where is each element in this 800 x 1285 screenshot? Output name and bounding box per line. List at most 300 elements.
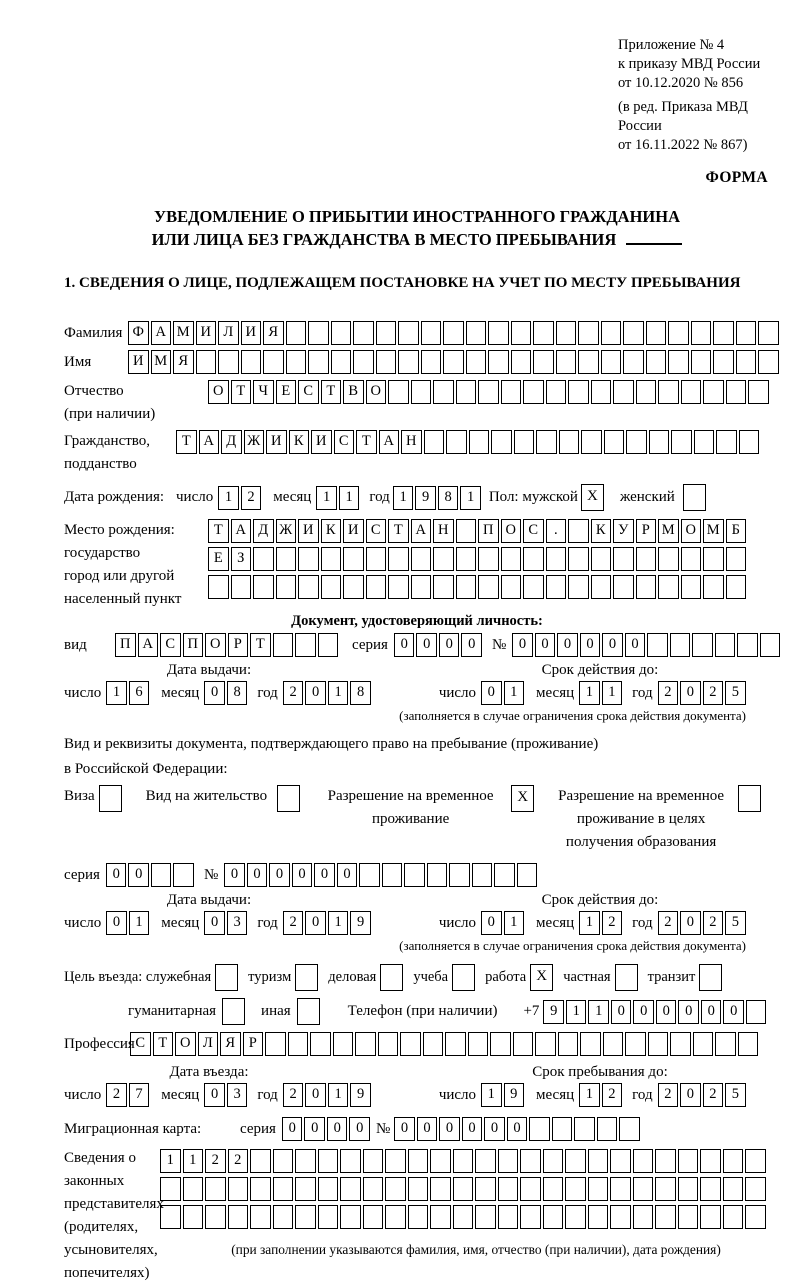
form-cell <box>308 321 329 345</box>
form-cell <box>536 430 557 454</box>
form-cell: Т <box>231 380 252 404</box>
form-cell: 0 <box>305 911 326 935</box>
form-cell <box>453 1205 474 1229</box>
stay-month-cells <box>579 1083 624 1107</box>
form-cell <box>715 633 736 657</box>
form-cell <box>331 321 352 345</box>
form-cell: Ф <box>128 321 149 345</box>
form-cell: 1 <box>602 681 623 705</box>
form-cell <box>745 1177 766 1201</box>
sex-male-checkbox <box>581 484 606 511</box>
form-cell <box>456 575 477 599</box>
form-cell <box>658 575 679 599</box>
form-cell <box>183 1177 204 1201</box>
visit-purpose-label: Цель въезда: служебная <box>64 969 212 985</box>
form-cell <box>736 321 757 345</box>
other-label: иная <box>261 1003 291 1019</box>
temp-permit-label-line2: проживание <box>371 811 450 827</box>
form-cell <box>514 430 535 454</box>
form-cell: 1 <box>328 1083 349 1107</box>
form-cell: 0 <box>462 1117 483 1141</box>
form-cell <box>276 575 297 599</box>
day-label: число <box>438 914 477 931</box>
form-cell <box>449 863 470 887</box>
residence-doc-label2: в Российской Федерации: <box>64 761 228 777</box>
form-cell <box>591 547 612 571</box>
form-cell: В <box>343 380 364 404</box>
form-cell: Л <box>218 321 239 345</box>
form-cell <box>385 1205 406 1229</box>
doc-issue-day-cells <box>106 681 151 705</box>
form-cell <box>520 1149 541 1173</box>
form-cell <box>543 1177 564 1201</box>
form-cell <box>398 350 419 374</box>
doc-dates-header <box>64 662 770 679</box>
form-cell <box>670 1032 691 1056</box>
form-cell <box>703 575 724 599</box>
form-cell: 2 <box>241 486 262 510</box>
form-cell <box>513 1032 534 1056</box>
citizenship-label2: подданство <box>64 456 137 472</box>
form-cell <box>713 350 734 374</box>
form-cell <box>703 380 724 404</box>
form-cell <box>646 350 667 374</box>
sex-male-label: Пол: мужской <box>488 489 578 505</box>
form-cell: 0 <box>204 911 225 935</box>
form-cell: 2 <box>283 1083 304 1107</box>
form-cell: С <box>523 519 544 543</box>
form-cell <box>610 1205 631 1229</box>
form-cell: Т <box>356 430 377 454</box>
form-cell: И <box>241 321 262 345</box>
form-cell <box>366 575 387 599</box>
form-cell: 0 <box>723 1000 744 1024</box>
form-cell: 2 <box>602 911 623 935</box>
form-cell: 0 <box>680 911 701 935</box>
form-cell <box>385 1149 406 1173</box>
form-cell <box>543 1205 564 1229</box>
form-cell <box>700 1205 721 1229</box>
doc-number-cells <box>512 633 782 657</box>
res-validity-note: (заполняется в случае ограничения срока действия документа) <box>399 938 746 953</box>
appendix-line5: от 16.11.2022 № 867) <box>618 137 748 153</box>
doc-kind-row <box>64 633 770 657</box>
name-label: Имя <box>64 353 92 370</box>
form-cell <box>310 1032 331 1056</box>
res-issue-month-cells <box>204 911 249 935</box>
form-cell <box>295 1205 316 1229</box>
form-cell <box>411 575 432 599</box>
day-label: число <box>438 1086 477 1103</box>
phone-prefix: +7 <box>523 1003 540 1019</box>
edu-permit-label-line1: Разрешение на временное <box>558 788 725 804</box>
form-cell <box>678 1205 699 1229</box>
form-cell: 8 <box>227 681 248 705</box>
form-cell: О <box>175 1032 196 1056</box>
form-cell <box>633 1149 654 1173</box>
year-label: год <box>257 684 278 701</box>
form-cell: 2 <box>658 681 679 705</box>
form-cell: О <box>205 633 226 657</box>
form-cell: С <box>130 1032 151 1056</box>
form-cell: 5 <box>725 681 746 705</box>
form-cell <box>286 321 307 345</box>
form-cell: Д <box>253 519 274 543</box>
form-cell: 0 <box>461 633 482 657</box>
doc-number-label: № <box>491 636 507 653</box>
profession-label: Профессия <box>64 1035 135 1052</box>
form-cell <box>446 430 467 454</box>
form-cell <box>250 1149 271 1173</box>
form-cell: И <box>196 321 217 345</box>
doc-dates-row <box>64 681 770 705</box>
profession-cells <box>130 1032 760 1056</box>
form-cell <box>295 964 318 991</box>
form-cell <box>615 964 638 991</box>
form-cell <box>601 321 622 345</box>
form-cell <box>723 1205 744 1229</box>
appendix-block <box>618 36 770 155</box>
res-dates-header <box>64 892 770 909</box>
form-cell <box>633 1177 654 1201</box>
month-label: месяц <box>161 684 200 701</box>
representatives-label-line4: (родителях, <box>64 1219 139 1235</box>
form-cell <box>699 964 722 991</box>
form-cell <box>678 1149 699 1173</box>
name-cells <box>128 350 781 374</box>
form-cell: 0 <box>481 911 502 935</box>
doc-series-label: серия <box>352 636 388 653</box>
form-cell <box>523 547 544 571</box>
form-cell: Ж <box>244 430 265 454</box>
form-cell: О <box>681 519 702 543</box>
month-label: месяц <box>161 914 200 931</box>
form-cell <box>636 575 657 599</box>
doc-issue-month-cells <box>204 681 249 705</box>
form-cell: 1 <box>328 681 349 705</box>
form-cell: 1 <box>316 486 337 510</box>
form-cell <box>427 863 448 887</box>
form-cell: 3 <box>227 1083 248 1107</box>
form-cell: 1 <box>183 1149 204 1173</box>
form-cell <box>668 321 689 345</box>
form-cell <box>691 350 712 374</box>
form-cell <box>610 1149 631 1173</box>
form-cell: 2 <box>106 1083 127 1107</box>
city-label1: город или другой <box>64 568 175 584</box>
form-cell <box>445 1032 466 1056</box>
form-cell <box>478 575 499 599</box>
form-cell <box>408 1149 429 1173</box>
form-cell <box>574 1117 595 1141</box>
form-cell: 2 <box>205 1149 226 1173</box>
appendix-line3: от 10.12.2020 № 856 <box>618 75 744 91</box>
form-cell <box>411 547 432 571</box>
form-cell <box>363 1149 384 1173</box>
form-cell <box>523 575 544 599</box>
form-cell <box>546 547 567 571</box>
form-cell <box>498 1177 519 1201</box>
form-cell <box>222 998 245 1025</box>
form-cell <box>501 380 522 404</box>
form-cell <box>568 380 589 404</box>
form-cell <box>723 1177 744 1201</box>
form-cell: 0 <box>106 911 127 935</box>
form-cell: К <box>289 430 310 454</box>
birth-place-cellrows <box>208 519 748 603</box>
form-cell: О <box>501 519 522 543</box>
form-cell <box>745 1205 766 1229</box>
form-cell <box>511 350 532 374</box>
form-cell: 1 <box>160 1149 181 1173</box>
doc-issue-date-label: Дата выдачи: <box>166 662 252 678</box>
form-cell: 8 <box>438 486 459 510</box>
form-cell <box>591 380 612 404</box>
form-cell <box>610 1177 631 1201</box>
form-cell: 0 <box>292 863 313 887</box>
doc-valid-until-label: Срок действия до: <box>541 662 659 678</box>
form-cell <box>363 1177 384 1201</box>
day-label: число <box>64 684 102 701</box>
form-cell <box>321 575 342 599</box>
year-label: год <box>632 1086 653 1103</box>
form-cell: П <box>478 519 499 543</box>
form-cell <box>466 350 487 374</box>
form-cell <box>726 547 747 571</box>
purpose-work-checkbox <box>530 964 555 991</box>
res-series-cells <box>106 863 196 887</box>
form-cell: 0 <box>204 681 225 705</box>
form-cell: А <box>199 430 220 454</box>
doc-issue-year-cells <box>283 681 373 705</box>
form-cell <box>578 321 599 345</box>
form-cell: Н <box>401 430 422 454</box>
edu-permit-label-line2: проживание в целях <box>576 811 706 827</box>
entry-date-label: Дата въезда: <box>169 1064 249 1080</box>
form-cell <box>376 321 397 345</box>
form-cell: А <box>379 430 400 454</box>
form-cell <box>433 380 454 404</box>
form-cell <box>565 1205 586 1229</box>
form-cell <box>758 321 779 345</box>
form-cell: 5 <box>725 1083 746 1107</box>
form-cell: 1 <box>504 911 525 935</box>
month-label: месяц <box>536 914 575 931</box>
form-cell <box>668 350 689 374</box>
birth-place-cells-row1 <box>208 519 748 543</box>
form-cell: 9 <box>543 1000 564 1024</box>
form-cell <box>658 547 679 571</box>
form-cell <box>288 1032 309 1056</box>
day-label: число <box>64 914 102 931</box>
form-cell: С <box>160 633 181 657</box>
form-cell: 0 <box>305 681 326 705</box>
form-cell: С <box>298 380 319 404</box>
month-label: месяц <box>536 1086 575 1103</box>
form-cell <box>411 380 432 404</box>
form-cell <box>581 430 602 454</box>
permits-row <box>64 785 770 854</box>
form-cell <box>671 430 692 454</box>
form-cell <box>343 575 364 599</box>
month-label: месяц <box>273 489 312 505</box>
form-cell: 8 <box>350 681 371 705</box>
form-cell <box>678 1177 699 1201</box>
form-cell: 1 <box>481 1083 502 1107</box>
visit-purpose-row <box>64 964 770 991</box>
form-cell: С <box>334 430 355 454</box>
form-cell <box>433 547 454 571</box>
doc-kind-cells <box>115 633 340 657</box>
form-cell: 0 <box>507 1117 528 1141</box>
form-cell <box>469 430 490 454</box>
birth-place-block <box>64 519 770 611</box>
form-cell: X <box>581 484 604 511</box>
form-cell: 0 <box>337 863 358 887</box>
form-cell <box>298 575 319 599</box>
form-cell: 3 <box>227 911 248 935</box>
form-cell: А <box>151 321 172 345</box>
form-cell: И <box>266 430 287 454</box>
form-cell <box>478 380 499 404</box>
form-cell <box>625 1032 646 1056</box>
migration-card-label: Миграционная карта: <box>64 1120 202 1137</box>
form-cell <box>535 1032 556 1056</box>
form-cell: К <box>591 519 612 543</box>
form-cell <box>380 964 403 991</box>
form-cell: И <box>343 519 364 543</box>
form-cell: 2 <box>228 1149 249 1173</box>
phone-label: Телефон (при наличии) <box>347 1003 498 1019</box>
form-cell <box>340 1177 361 1201</box>
form-cell: 0 <box>680 681 701 705</box>
form-cell <box>655 1149 676 1173</box>
form-title-line2: ИЛИ ЛИЦА БЕЗ ГРАЖДАНСТВА В МЕСТО ПРЕБЫВАНИЯ <box>151 230 617 249</box>
surname-label: Фамилия <box>64 324 123 341</box>
form-cell <box>231 575 252 599</box>
form-cell: 0 <box>481 681 502 705</box>
form-cell: 0 <box>512 633 533 657</box>
form-cell <box>565 1149 586 1173</box>
form-cell <box>253 547 274 571</box>
form-cell <box>559 430 580 454</box>
form-cell <box>388 547 409 571</box>
representatives-note: (при заполнении указываются фамилия, имя, отчество (при наличии), дата рождения) <box>231 1242 721 1257</box>
form-cell: А <box>231 519 252 543</box>
res-valid-month-cells <box>579 911 624 935</box>
form-cell <box>423 1032 444 1056</box>
form-cell <box>318 1177 339 1201</box>
form-cell: И <box>128 350 149 374</box>
representatives-label-line2: законных <box>64 1173 125 1189</box>
form-cell: У <box>613 519 634 543</box>
form-cell <box>760 633 781 657</box>
form-cell <box>494 863 515 887</box>
entry-dates-header <box>64 1064 770 1081</box>
form-cell <box>160 1205 181 1229</box>
form-cell: М <box>658 519 679 543</box>
residence-doc-label1: Вид и реквизиты документа, подтверждающего право на пребывание (проживание) <box>64 736 599 752</box>
form-cell <box>647 633 668 657</box>
res-valid-year-cells <box>658 911 748 935</box>
form-cell <box>318 633 339 657</box>
form-cell <box>353 321 374 345</box>
form-cell <box>208 575 229 599</box>
form-cell: 0 <box>327 1117 348 1141</box>
form-cell: 0 <box>224 863 245 887</box>
form-cell: Ч <box>253 380 274 404</box>
purpose-tourism-checkbox <box>295 964 320 991</box>
form-cell: 0 <box>394 1117 415 1141</box>
form-cell <box>488 321 509 345</box>
form-cell <box>568 547 589 571</box>
form-cell <box>700 1177 721 1201</box>
form-cell <box>173 863 194 887</box>
form-cell <box>355 1032 376 1056</box>
form-cell <box>273 1205 294 1229</box>
form-cell <box>151 863 172 887</box>
representatives-label-line6: попечителях) <box>64 1265 150 1281</box>
form-cell <box>456 547 477 571</box>
form-cell: 1 <box>566 1000 587 1024</box>
form-cell: Д <box>221 430 242 454</box>
form-cell <box>713 321 734 345</box>
form-cell: 9 <box>415 486 436 510</box>
profession-row <box>64 1032 770 1056</box>
year-label: год <box>257 914 278 931</box>
edu-permit-checkbox <box>738 785 763 812</box>
form-cell <box>273 1149 294 1173</box>
form-cell <box>443 350 464 374</box>
form-cell <box>408 1177 429 1201</box>
form-cell: 2 <box>283 681 304 705</box>
year-label: год <box>257 1086 278 1103</box>
form-cell <box>703 547 724 571</box>
visa-checkbox <box>99 785 124 812</box>
form-cell <box>655 1205 676 1229</box>
form-cell <box>253 575 274 599</box>
form-cell <box>468 1032 489 1056</box>
form-cell <box>340 1205 361 1229</box>
form-cell <box>543 1149 564 1173</box>
form-cell <box>619 1117 640 1141</box>
form-cell <box>276 547 297 571</box>
form-cell: 0 <box>394 633 415 657</box>
state-label: государство <box>64 545 141 561</box>
form-cell: 1 <box>106 681 127 705</box>
form-cell <box>511 321 532 345</box>
form-cell <box>715 1032 736 1056</box>
form-cell: 0 <box>282 1117 303 1141</box>
patronymic-label: Отчество <box>64 383 124 399</box>
year-label: год <box>632 684 653 701</box>
form-cell <box>205 1177 226 1201</box>
birth-place-label: Место рождения: <box>64 522 175 538</box>
form-cell: Ж <box>276 519 297 543</box>
form-title-line2-wrap <box>64 228 770 251</box>
form-cell: Б <box>726 519 747 543</box>
form-cell: 0 <box>269 863 290 887</box>
birth-place-cells-row3 <box>208 575 748 599</box>
form-cell <box>318 1149 339 1173</box>
citizenship-row <box>64 430 770 476</box>
form-cell <box>385 1177 406 1201</box>
form-cell <box>613 380 634 404</box>
form-cell: А <box>411 519 432 543</box>
form-cell <box>286 350 307 374</box>
form-cell: 9 <box>350 911 371 935</box>
form-cell: Т <box>176 430 197 454</box>
